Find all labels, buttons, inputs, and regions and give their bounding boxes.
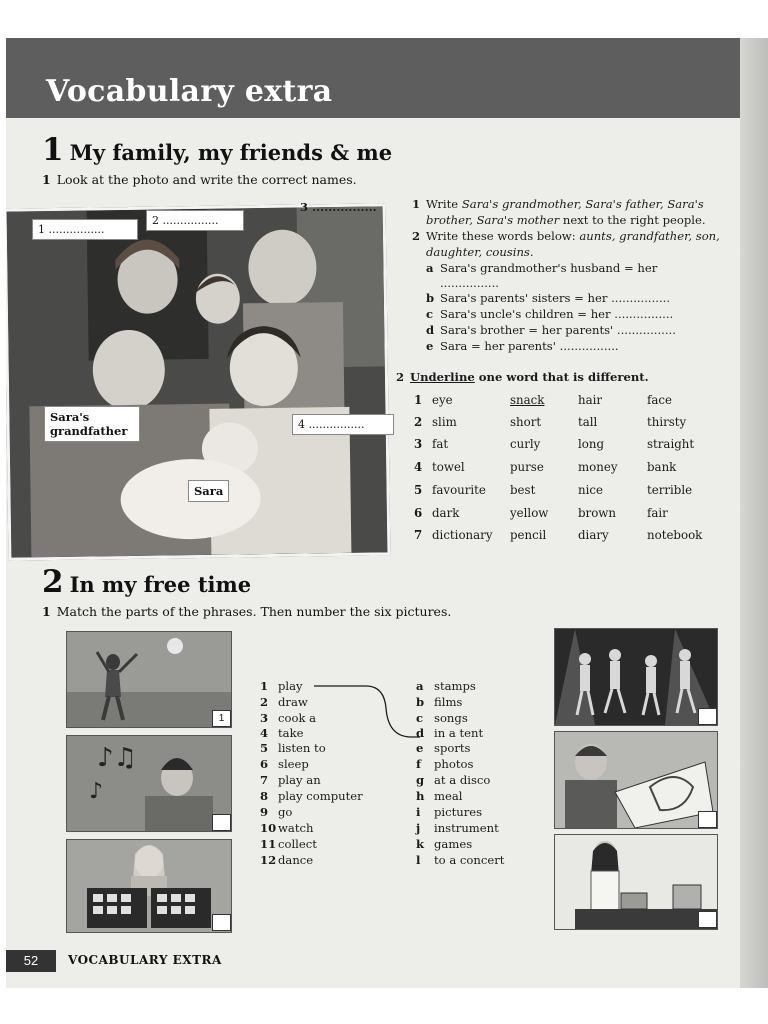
item-number: 11: [260, 837, 277, 851]
item-text: stamps: [434, 679, 476, 693]
task1-text-a: Write: [426, 197, 462, 211]
item-number: 5: [260, 741, 269, 755]
item-letter: a: [426, 261, 434, 275]
photo-label-2: 2 ................: [146, 210, 244, 231]
item-text: dance: [278, 853, 314, 867]
word: dictionary: [432, 528, 493, 542]
task2-text-b: aunts, grandfather, son,: [579, 229, 720, 243]
item-letter: b: [416, 695, 425, 709]
match-right-item: [416, 773, 490, 787]
item-letter: g: [416, 773, 425, 787]
match-left-item: [260, 695, 308, 709]
word: fat: [432, 437, 449, 451]
item-letter: j: [416, 821, 421, 835]
row-number: 5: [414, 483, 423, 497]
word: slim: [432, 415, 457, 429]
item-text: draw: [278, 695, 308, 709]
item-number: 10: [260, 821, 277, 835]
section2-instruction-number: 1: [42, 604, 51, 619]
header-bar: [6, 38, 756, 118]
example-match-line: [306, 678, 426, 748]
match-right-item: [416, 789, 462, 803]
word: thirsty: [647, 415, 687, 429]
section1-instruction: [42, 172, 357, 187]
stamp-album-illustration: [67, 840, 231, 932]
photo-label-1: 1 ................: [32, 219, 138, 240]
item-text: watch: [278, 821, 314, 835]
section1-number: 1: [42, 132, 64, 168]
word: best: [510, 483, 536, 497]
item-number: 3: [260, 711, 269, 725]
picture-collect-stamps: [66, 839, 232, 933]
match-right-item: [416, 741, 471, 755]
item-text: Sara's parents' sisters = her ................: [440, 291, 671, 305]
item-number: 4: [260, 726, 269, 740]
section2-title: In my free time: [69, 572, 252, 597]
row-number: 1: [414, 393, 423, 407]
item-number: 1: [260, 679, 269, 693]
match-left-item: [260, 853, 313, 867]
item-text: Sara's grandmother's husband = her: [440, 261, 658, 275]
picture6-number-box[interactable]: [698, 911, 717, 928]
item-letter: k: [416, 837, 425, 851]
picture-draw-pictures: [554, 731, 718, 829]
item-letter: l: [416, 853, 421, 867]
grandfather-label: Sara's grandfather: [44, 406, 140, 442]
item-text: play: [278, 679, 303, 693]
match-left-item: [260, 805, 292, 819]
item-letter: f: [416, 757, 421, 771]
family-photo: [6, 203, 390, 560]
item-text: songs: [434, 711, 468, 725]
match-left-item: [260, 789, 363, 803]
match-left-item: [260, 837, 317, 851]
task1-number: 1: [412, 197, 421, 211]
exercise2-instruction: [396, 370, 649, 384]
exercise2-number: 2: [396, 370, 405, 384]
match-right-item: [416, 679, 476, 693]
task1-text-d: next to the right people.: [559, 213, 706, 227]
item-number: 7: [260, 773, 269, 787]
textbook-page: [6, 38, 756, 988]
match-left-item: [260, 726, 303, 740]
word: towel: [432, 460, 465, 474]
word: notebook: [647, 528, 703, 542]
section1-instruction-text: Look at the photo and write the correct names.: [56, 172, 357, 187]
picture3-number-box[interactable]: [212, 914, 231, 931]
picture-dance-disco: [554, 628, 718, 726]
word: pencil: [510, 528, 547, 542]
disco-illustration: [555, 629, 717, 725]
item-text: cook a: [278, 711, 317, 725]
item-text: pictures: [434, 805, 483, 819]
item-text: play an: [278, 773, 321, 787]
task1-line1: [412, 197, 704, 211]
section2-heading: [42, 564, 251, 600]
family-item-a-cont: [440, 276, 499, 290]
task2-line1: [412, 229, 720, 243]
item-text: Sara's brother = her parents' ................: [440, 323, 676, 337]
picture-play-sports: [66, 631, 232, 728]
photo-label-3: 3 ................: [300, 200, 377, 214]
section2-number: 2: [42, 564, 64, 600]
drawing-illustration: [555, 732, 717, 828]
word: diary: [578, 528, 609, 542]
item-text: photos: [434, 757, 474, 771]
sara-label: Sara: [188, 480, 229, 502]
picture4-number-box[interactable]: [698, 708, 717, 725]
item-number: 9: [260, 805, 269, 819]
svg-text:♪: ♪: [89, 779, 104, 804]
page-edge-shadow: [740, 38, 768, 988]
match-left-item: [260, 757, 309, 771]
picture-cook-a-meal: [554, 834, 718, 930]
item-letter: e: [426, 339, 434, 353]
word: nice: [578, 483, 603, 497]
word: fair: [647, 506, 668, 520]
picture2-number-box[interactable]: [212, 814, 231, 831]
page-number: 52: [6, 950, 56, 972]
match-right-item: [416, 757, 473, 771]
word: yellow: [510, 506, 549, 520]
item-letter: h: [416, 789, 425, 803]
item-text: Sara's uncle's children = her ................: [440, 307, 674, 321]
row-number: 2: [414, 415, 423, 429]
word: curly: [510, 437, 541, 451]
item-number: 6: [260, 757, 269, 771]
match-left-item: [260, 679, 303, 693]
picture5-number-box[interactable]: [698, 811, 717, 828]
item-text: to a concert: [434, 853, 505, 867]
item-text: listen to: [278, 741, 326, 755]
word: brown: [578, 506, 616, 520]
row-number: 3: [414, 437, 423, 451]
word: long: [578, 437, 605, 451]
match-left-item: [260, 821, 313, 835]
row-number: 4: [414, 460, 423, 474]
word: bank: [647, 460, 677, 474]
item-letter: e: [416, 741, 424, 755]
item-letter: c: [426, 307, 434, 321]
footer-title: VOCABULARY EXTRA: [68, 953, 222, 967]
word: tall: [578, 415, 598, 429]
item-text: films: [434, 695, 463, 709]
item-number: 8: [260, 789, 269, 803]
match-right-item: [416, 711, 468, 725]
row-number: 7: [414, 528, 423, 542]
exercise2-rest: one word that is different.: [474, 370, 649, 384]
item-text: meal: [434, 789, 463, 803]
task2-text-c: daughter, cousins.: [426, 245, 534, 259]
item-text: sports: [434, 741, 471, 755]
word-underlined: snack: [510, 393, 545, 407]
item-text: games: [434, 837, 473, 851]
task2-text-a: Write these words below:: [426, 229, 580, 243]
family-item-a: [426, 261, 657, 275]
item-text: ................: [440, 276, 499, 290]
exercise2-underline-word: Underline: [410, 370, 475, 384]
family-photo-illustration: [7, 206, 388, 557]
music-illustration: [67, 736, 231, 831]
word: short: [510, 415, 542, 429]
match-right-item: [416, 821, 499, 835]
volleyball-illustration: [67, 632, 231, 727]
match-right-item: [416, 726, 483, 740]
match-right-item: [416, 853, 504, 867]
family-item-c: [426, 307, 673, 321]
item-letter: b: [426, 291, 435, 305]
word: hair: [578, 393, 603, 407]
section2-instruction: [42, 604, 451, 619]
family-item-b: [426, 291, 670, 305]
item-text: go: [278, 805, 293, 819]
task2-number: 2: [412, 229, 421, 243]
item-text: Sara = her parents' ................: [440, 339, 619, 353]
item-text: in a tent: [434, 726, 484, 740]
section1-title: My family, my friends & me: [69, 140, 393, 165]
photo-label-4: 4 ................: [292, 414, 394, 435]
item-text: collect: [278, 837, 317, 851]
word: terrible: [647, 483, 693, 497]
item-letter: a: [416, 679, 424, 693]
svg-text:♪♫: ♪♫: [97, 743, 137, 773]
cooking-illustration: [555, 835, 717, 929]
item-letter: d: [416, 726, 425, 740]
section1-heading: [42, 132, 392, 168]
family-item-d: [426, 323, 676, 337]
row-number: 6: [414, 506, 423, 520]
task2-line2: [426, 245, 534, 259]
item-text: play computer: [278, 789, 363, 803]
word: money: [578, 460, 618, 474]
item-text: instrument: [434, 821, 499, 835]
page-title: Vocabulary extra: [46, 74, 333, 109]
item-number: 12: [260, 853, 277, 867]
word: face: [647, 393, 672, 407]
word: straight: [647, 437, 695, 451]
item-text: at a disco: [434, 773, 491, 787]
item-number: 2: [260, 695, 269, 709]
word: favourite: [432, 483, 486, 497]
task1-text-b: Sara's grandmother, Sara's father, Sara's: [461, 197, 704, 211]
section1-instruction-number: 1: [42, 172, 51, 187]
match-right-item: [416, 695, 462, 709]
task1-text-c: brother, Sara's mother: [426, 213, 560, 227]
task1-line2: [426, 213, 706, 227]
item-text: sleep: [278, 757, 309, 771]
section2-instruction-text: Match the parts of the phrases. Then number the six pictures.: [56, 604, 452, 619]
match-left-item: [260, 773, 321, 787]
word: eye: [432, 393, 453, 407]
word: dark: [432, 506, 460, 520]
family-item-e: [426, 339, 619, 353]
item-letter: i: [416, 805, 421, 819]
item-letter: c: [416, 711, 424, 725]
item-letter: d: [426, 323, 435, 337]
match-right-item: [416, 837, 472, 851]
word: purse: [510, 460, 544, 474]
match-right-item: [416, 805, 482, 819]
picture-listen-to-songs: [66, 735, 232, 832]
item-text: take: [278, 726, 304, 740]
picture1-number-box[interactable]: 1: [212, 710, 231, 727]
